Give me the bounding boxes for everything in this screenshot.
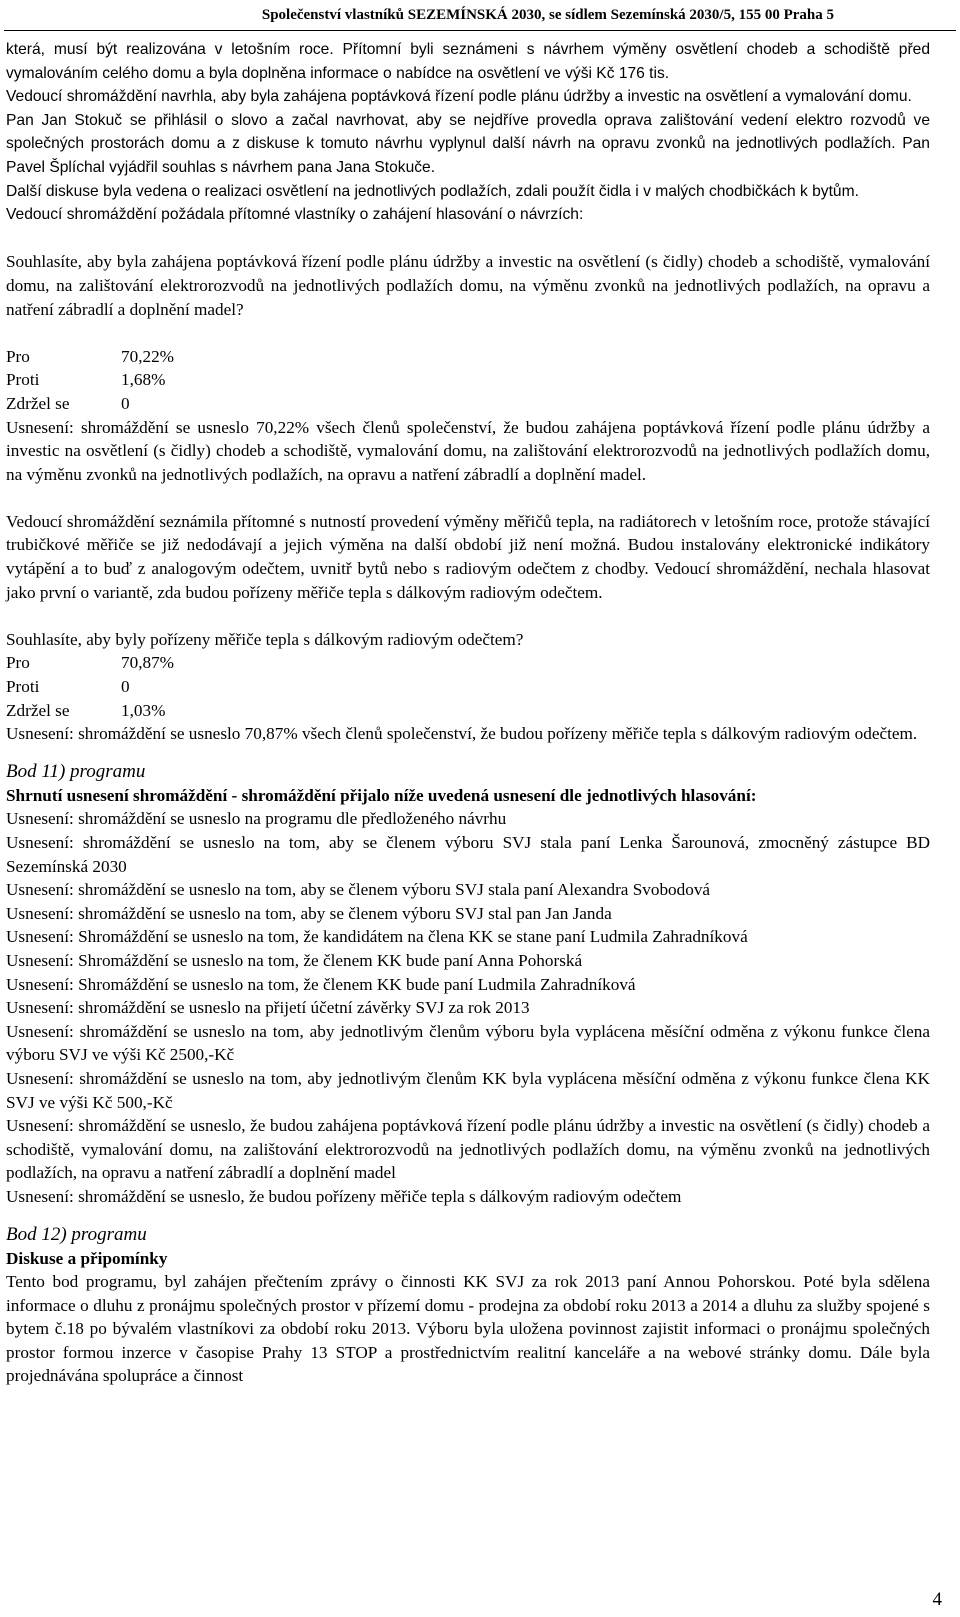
vote-label: Proti <box>6 370 40 390</box>
section-heading: Diskuse a připomínky <box>6 1248 168 1268</box>
vote-value: 1,03% <box>121 700 166 720</box>
page-header: Společenství vlastníků SEZEMÍNSKÁ 2030, se sídlem Sezemínská 2030/5, 155 00 Praha 5 <box>261 7 834 23</box>
vote-row <box>6 699 930 723</box>
vote-row <box>6 345 930 369</box>
vote-value: 70,87% <box>121 653 174 673</box>
paragraph: Vedoucí shromáždění požádala přítomné vlastníky o zahájení hlasování o návrzích: <box>6 206 584 224</box>
resolution-item: Usnesení: shromáždění se usneslo na tom, aby se členem výboru SVJ stala paní Lenka Šarounová, zmocněný zástupce BD Sezemínská 2030 <box>6 833 930 876</box>
resolution: Usnesení: shromáždění se usneslo 70,87% všech členů společenství, že budou pořízeny měřiče tepla s dálkovým radiovým odečtem. <box>6 724 918 744</box>
vote-row <box>6 651 930 675</box>
vote-label: Proti <box>6 677 40 697</box>
section-title: Bod 11) programu <box>6 760 146 782</box>
paragraph: Vedoucí shromáždění seznámila přítomné s nutností provedení výměny měřičů tepla, na radiátorech v letošním roce, protože stávající trubičkové měřiče se již nedodávají a jejich výměna na další období již není možná. Budou instalovány elektronické indikátory vytápění a to buď z analogovým odečtem, uvnitř bytů nebo s radiovým odečtem z chodby. Vedoucí shromáždění, nechala hlasovat jako první o variantě, zda budou pořízeny měřiče tepla s dálkovým radiovým odečtem. <box>6 511 930 602</box>
resolution-item: Usnesení: shromáždění se usneslo na tom, aby se členem výboru SVJ stala paní Alexandra Svobodová <box>6 880 711 900</box>
vote-value: 1,68% <box>121 370 166 390</box>
vote-value: 0 <box>121 393 130 413</box>
vote-label: Pro <box>6 346 30 366</box>
resolution-item: Usnesení: Shromáždění se usneslo na tom, že kandidátem na člena KK se stane paní Ludmila Zahradníková <box>6 927 748 947</box>
resolution-item: Usnesení: shromáždění se usneslo na tom, aby jednotlivým členům výboru byla vyplácena měsíční odměna z výkonu funkce člena výboru SVJ ve výši Kč 2500,-Kč <box>6 1021 930 1065</box>
voting-question: Souhlasíte, aby byly pořízeny měřiče tepla s dálkovým radiovým odečtem? <box>6 629 524 649</box>
page-number: 4 <box>932 1589 942 1610</box>
vote-value: 0 <box>121 677 130 697</box>
vote-label: Pro <box>6 653 30 673</box>
resolution-item: Usnesení: shromáždění se usneslo na programu dle předloženého návrhu <box>6 809 507 829</box>
vote-row <box>6 368 930 392</box>
section-title: Bod 12) programu <box>6 1223 147 1245</box>
resolution-item: Usnesení: shromáždění se usneslo, že budou zahájena poptávková řízení podle plánu údržby a investic na osvětlení (s čidly) chodeb a schodiště, vymalování domu, na zalištování elektrorozvodů na jednotlivých podlažích domu, na výměnu zvonků na jednotlivých podlažích, na opravu a natření zábradlí a doplnění madel <box>6 1116 930 1183</box>
header-divider <box>4 30 956 31</box>
paragraph: Tento bod programu, byl zahájen přečtením zprávy o činnosti KK SVJ za rok 2013 paní Annou Pohorskou. Poté byla sdělena informace o dluhu z pronájmu společných prostor v přízemí domu - prodejna za období roku 2013 a 2014 a dluhu za služby spojené s bytem č.18 po bývalém vlastníkovi za období roku 2013. Výboru byla uložena povinnost zajistit informaci o pronájmu společných prostor formou inzerce v časopise Prahy 13 STOP a prostřednictvím realitní kanceláře a na webové stránky domu. Dále byla projednávána spolupráce a činnost <box>6 1272 930 1386</box>
paragraph: Další diskuse byla vedena o realizaci osvětlení na jednotlivých podlažích, zdali použít čidla i v malých chodbičkách k bytům. <box>6 182 859 200</box>
voting-question: Souhlasíte, aby byla zahájena poptávková řízení podle plánu údržby a investic na osvětlení (s čidly) chodeb a schodiště, vymalování domu, na zalištování elektrorozvodů na jednotlivých podlažích domu, na výměnu zvonků na jednotlivých podlažích, na opravu a natření zábradlí a doplnění madel? <box>6 252 930 319</box>
resolution-item: Usnesení: Shromáždění se usneslo na tom, že členem KK bude paní Anna Pohorská <box>6 950 583 970</box>
paragraph: Vedoucí shromáždění navrhla, aby byla zahájena poptávková řízení podle plánu údržby a investic na osvětlení a vymalování domu. <box>6 88 912 106</box>
resolution-item: Usnesení: shromáždění se usneslo na přijetí účetní závěrky SVJ za rok 2013 <box>6 998 530 1018</box>
section-heading: Shrnutí usnesení shromáždění - shromáždění přijalo níže uvedená usnesení dle jednotlivých hlasování: <box>6 785 757 805</box>
resolution: Usnesení: shromáždění se usneslo 70,22% všech členů společenství, že budou zahájena poptávková řízení podle plánu údržby a investic na osvětlení (s čidly) chodeb a schodiště, vymalování domu, na zalištování elektrorozvodů na jednotlivých podlažích domu, na výměnu zvonků na jednotlivých podlažích, na opravu a natření zábradlí a doplnění madel. <box>6 417 930 484</box>
resolution-item: Usnesení: shromáždění se usneslo na tom, aby se členem výboru SVJ stal pan Jan Janda <box>6 903 612 923</box>
vote-label: Zdržel se <box>6 700 70 720</box>
vote-value: 70,22% <box>121 346 174 366</box>
vote-row <box>6 392 930 416</box>
vote-label: Zdržel se <box>6 393 70 413</box>
vote-row <box>6 675 930 699</box>
paragraph-text: Pan Pavel Šplíchal vyjádřil souhlas s návrhem pana Jana Stokuče. <box>6 135 930 176</box>
paragraph <box>6 109 930 180</box>
paragraph: která, musí být realizována v letošním roce. Přítomní byli seznámeni s návrhem výměny osvětlení chodeb a schodiště před vymalováním celého domu a byla doplněna informace o nabídce na osvětlení ve výši Kč 176 tis. <box>6 41 930 82</box>
paragraph-text: Pan Jan Stokuč se přihlásil o slovo a začal navrhovat, aby se nejdříve provedla oprava zalištování vedení elektro rozvodů ve společných prostorách domu a z diskuse k tomuto návrhu vyplynul další návrh na opravu zvonků na jednotlivých podlažích. <box>6 111 930 153</box>
resolution-item: Usnesení: shromáždění se usneslo na tom, aby jednotlivým členům KK byla vyplácena měsíční odměna z výkonu funkce člena KK SVJ ve výši Kč 500,-Kč <box>6 1068 930 1112</box>
resolution-item: Usnesení: shromáždění se usneslo, že budou pořízeny měřiče tepla s dálkovým radiovým odečtem <box>6 1186 682 1206</box>
resolution-item: Usnesení: Shromáždění se usneslo na tom, že členem KK bude paní Ludmila Zahradníková <box>6 974 636 994</box>
document-body <box>6 38 930 1388</box>
